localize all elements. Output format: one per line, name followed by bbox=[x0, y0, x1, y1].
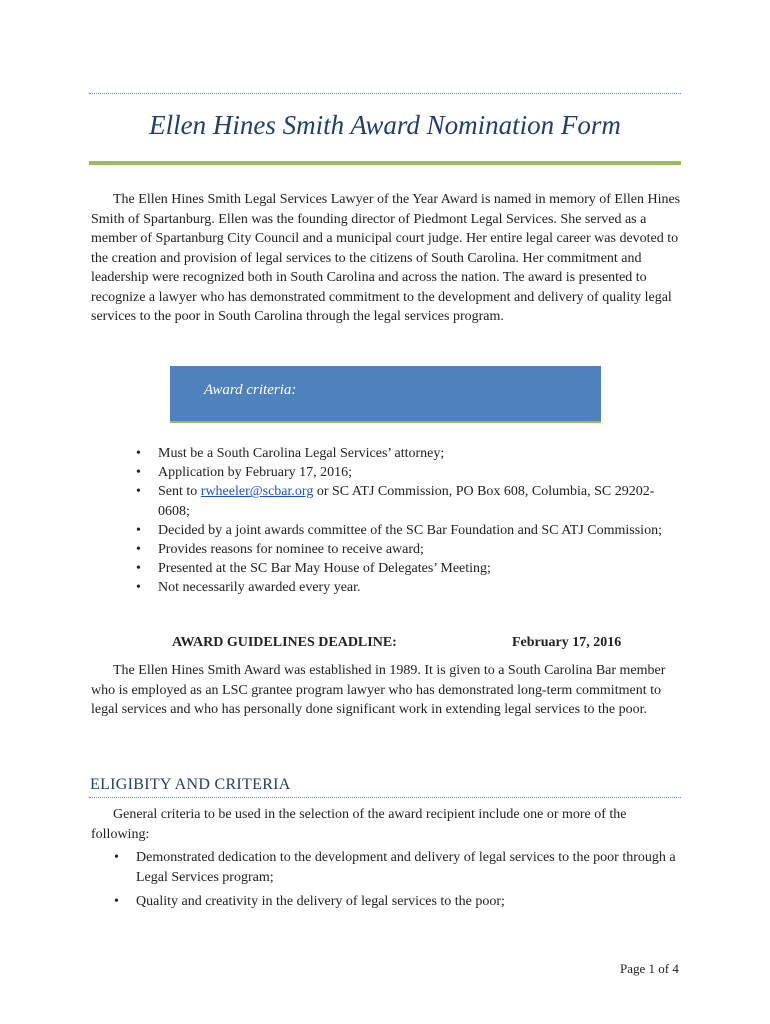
deadline-label: AWARD GUIDELINES DEADLINE: bbox=[172, 635, 397, 650]
criteria-item: • Must be a South Carolina Legal Services’ attorney; bbox=[136, 444, 666, 463]
general-criteria-section bbox=[91, 805, 683, 844]
established-section bbox=[91, 661, 683, 720]
criteria-item: • Application by February 17, 2016; bbox=[136, 463, 666, 482]
award-criteria-banner bbox=[170, 364, 601, 421]
email-link[interactable]: rwheeler@scbar.org bbox=[200, 484, 314, 500]
intro-paragraph: The Ellen Hines Smith Legal Services Lawyer of the Year Award is named in memory of Ellen Hines Smith of Spartanburg. Ellen was the founding director of Piedmont Legal Services. She served as a member of Spartanburg City Council and a municipal court judge. Her entire legal career was devoted to the creation and provision of legal services to the citizens of South Carolina. Her commitment and leadership were recognized both in South Carolina and across the nation. The award is presented to recognize a lawyer who has demonstrated commitment to the development and delivery of quality legal services to the poor in South Carolina through the legal services program. bbox=[91, 192, 681, 324]
bullet-icon: • bbox=[136, 446, 141, 461]
eligibility-heading: ELIGIBITY AND CRITERIA bbox=[90, 776, 291, 793]
eligibility-item: • Quality and creativity in the delivery of legal services to the poor; bbox=[114, 892, 684, 912]
award-criteria-heading: Award criteria: bbox=[204, 382, 297, 398]
top-divider bbox=[89, 93, 681, 94]
established-paragraph: The Ellen Hines Smith Award was established in 1989. It is given to a South Carolina Bar member who is employed as an LSC grantee program lawyer who has demonstrated long-term commitment to legal services and who has personally done significant work in extending legal services to the poor. bbox=[91, 663, 666, 717]
bullet-icon: • bbox=[114, 894, 119, 909]
bullet-icon: • bbox=[136, 522, 141, 538]
general-criteria-paragraph: General criteria to be used in the selection of the award recipient include one or more of the following: bbox=[91, 807, 627, 842]
title-underline bbox=[89, 161, 681, 165]
bullet-icon: • bbox=[136, 580, 141, 596]
eligibility-item: • Demonstrated dedication to the development and delivery of legal services to the poor through a Legal Services program; bbox=[114, 850, 676, 885]
criteria-list bbox=[136, 444, 666, 598]
criteria-item: • Presented at the SC Bar May House of Delegates’ Meeting; bbox=[136, 559, 666, 578]
page-title: Ellen Hines Smith Award Nomination Form bbox=[149, 110, 621, 140]
criteria-item: • Not necessarily awarded every year. bbox=[136, 578, 666, 597]
intro-section bbox=[91, 190, 683, 327]
deadline-date: February 17, 2016 bbox=[512, 635, 622, 650]
criteria-item: • Decided by a joint awards committee of the SC Bar Foundation and SC ATJ Commission; bbox=[136, 521, 666, 540]
eligibility-list bbox=[114, 848, 684, 917]
criteria-item: • Sent to rwheeler@scbar.org or SC ATJ Commission, PO Box 608, Columbia, SC 29202-0608; bbox=[136, 484, 655, 519]
page-number: Page 1 of 4 bbox=[620, 961, 679, 976]
bullet-icon: • bbox=[114, 850, 119, 865]
criteria-item: • Provides reasons for nominee to receive award; bbox=[136, 540, 666, 559]
bullet-icon: • bbox=[136, 465, 141, 481]
bullet-icon: • bbox=[136, 542, 141, 558]
bullet-icon: • bbox=[136, 561, 141, 577]
eligibility-divider bbox=[89, 797, 681, 798]
bullet-icon: • bbox=[136, 484, 141, 500]
